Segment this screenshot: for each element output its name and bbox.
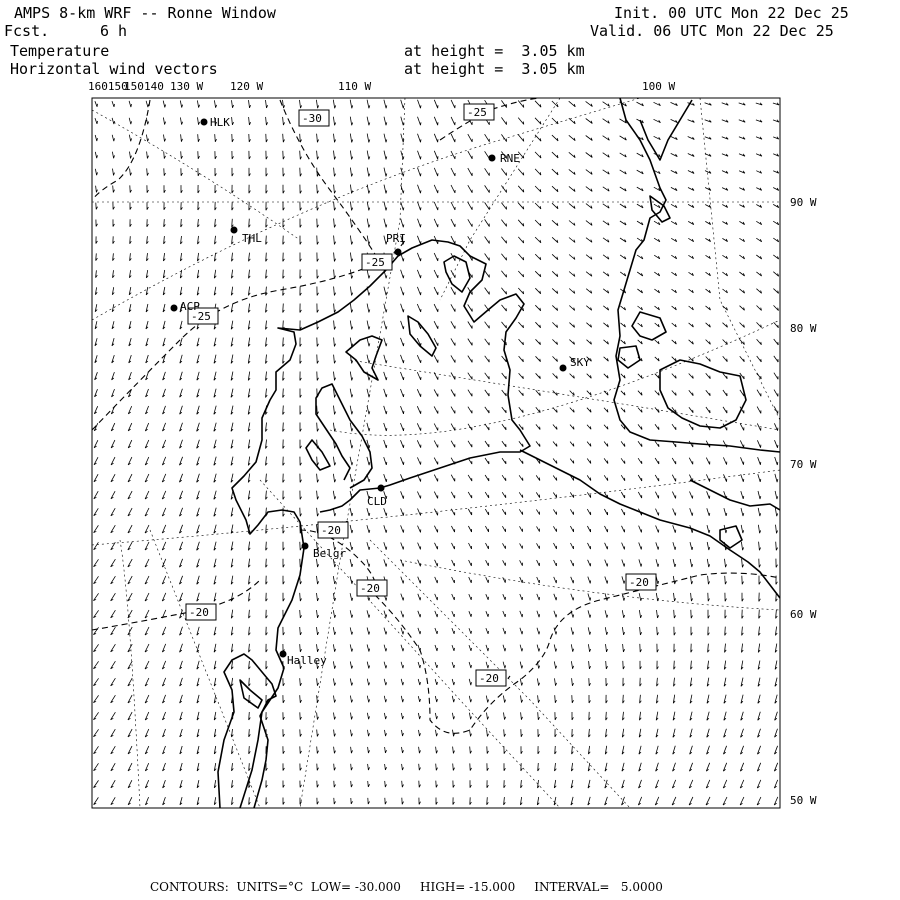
- field-wind: Horizontal wind vectors: [10, 60, 218, 78]
- station-marker: [302, 543, 309, 550]
- latitude-label: 90 W: [790, 196, 817, 209]
- station-label: ACP: [180, 300, 200, 313]
- contour-label: -20: [321, 524, 341, 537]
- contour-label-texts: [189, 106, 649, 685]
- units-label: UNITS=°C: [236, 880, 304, 894]
- station-marker: [378, 485, 385, 492]
- coastline: [218, 98, 780, 808]
- graticule: [92, 98, 780, 808]
- high-label: HIGH= -15.000: [420, 880, 516, 894]
- contour-label: -30: [302, 112, 322, 125]
- valid-time: Valid. 06 UTC Mon 22 Dec 25: [590, 22, 834, 40]
- contour-label: -25: [191, 310, 211, 323]
- contour-label: -20: [479, 672, 499, 685]
- temperature-contours: [92, 98, 780, 733]
- station-marker: [560, 365, 567, 372]
- station-label: Halley: [287, 654, 327, 667]
- station-marker: [201, 119, 208, 126]
- height-wind: at height = 3.05 km: [404, 60, 585, 78]
- contour-info: [150, 880, 663, 894]
- longitude-labels: [88, 80, 675, 93]
- station-marker: [395, 249, 402, 256]
- height-temperature: at height = 3.05 km: [404, 42, 585, 60]
- station-marker: [489, 155, 496, 162]
- longitude-label: 100 W: [642, 80, 676, 93]
- low-label: LOW= -30.000: [310, 880, 401, 894]
- longitude-label: 130 W: [170, 80, 204, 93]
- longitude-label: 160150: [88, 80, 128, 93]
- station-marker: [231, 227, 238, 234]
- init-time: Init. 00 UTC Mon 22 Dec 25: [614, 4, 849, 22]
- contour-label: -20: [629, 576, 649, 589]
- forecast-value: 6 h: [100, 22, 128, 40]
- wind-vector-arrows: [93, 100, 779, 805]
- station-label: SKY: [570, 356, 590, 369]
- station-label: Belgr: [313, 547, 347, 560]
- contours-label: CONTOURS:: [150, 880, 229, 894]
- longitude-label: 140: [144, 80, 164, 93]
- station-label: CLD: [367, 495, 387, 508]
- forecast-label: Fcst.: [4, 22, 50, 40]
- longitude-label: 150: [124, 80, 144, 93]
- latitude-label: 80 W: [790, 322, 817, 335]
- latitude-labels: [790, 196, 817, 807]
- contour-label: -20: [360, 582, 380, 595]
- station-label: HLK: [210, 116, 230, 129]
- map-frame: [92, 98, 780, 808]
- contour-label: -25: [365, 256, 385, 269]
- field-temperature: Temperature: [10, 42, 110, 60]
- latitude-label: 50 W: [790, 794, 817, 807]
- contour-label: -20: [189, 606, 209, 619]
- latitude-label: 70 W: [790, 458, 817, 471]
- longitude-label: 110 W: [338, 80, 372, 93]
- station-marker: [171, 305, 178, 312]
- station-label: RNE: [500, 152, 520, 165]
- latitude-label: 60 W: [790, 608, 817, 621]
- contour-label: -25: [467, 106, 487, 119]
- station-label: THL: [242, 232, 262, 245]
- interval-label: INTERVAL= 5.0000: [534, 880, 663, 894]
- longitude-label: 120 W: [230, 80, 264, 93]
- wind-vectors: [93, 100, 779, 805]
- station-marker: [280, 651, 287, 658]
- station-label: PRI: [386, 232, 406, 245]
- map-title: AMPS 8-km WRF -- Ronne Window: [14, 4, 276, 22]
